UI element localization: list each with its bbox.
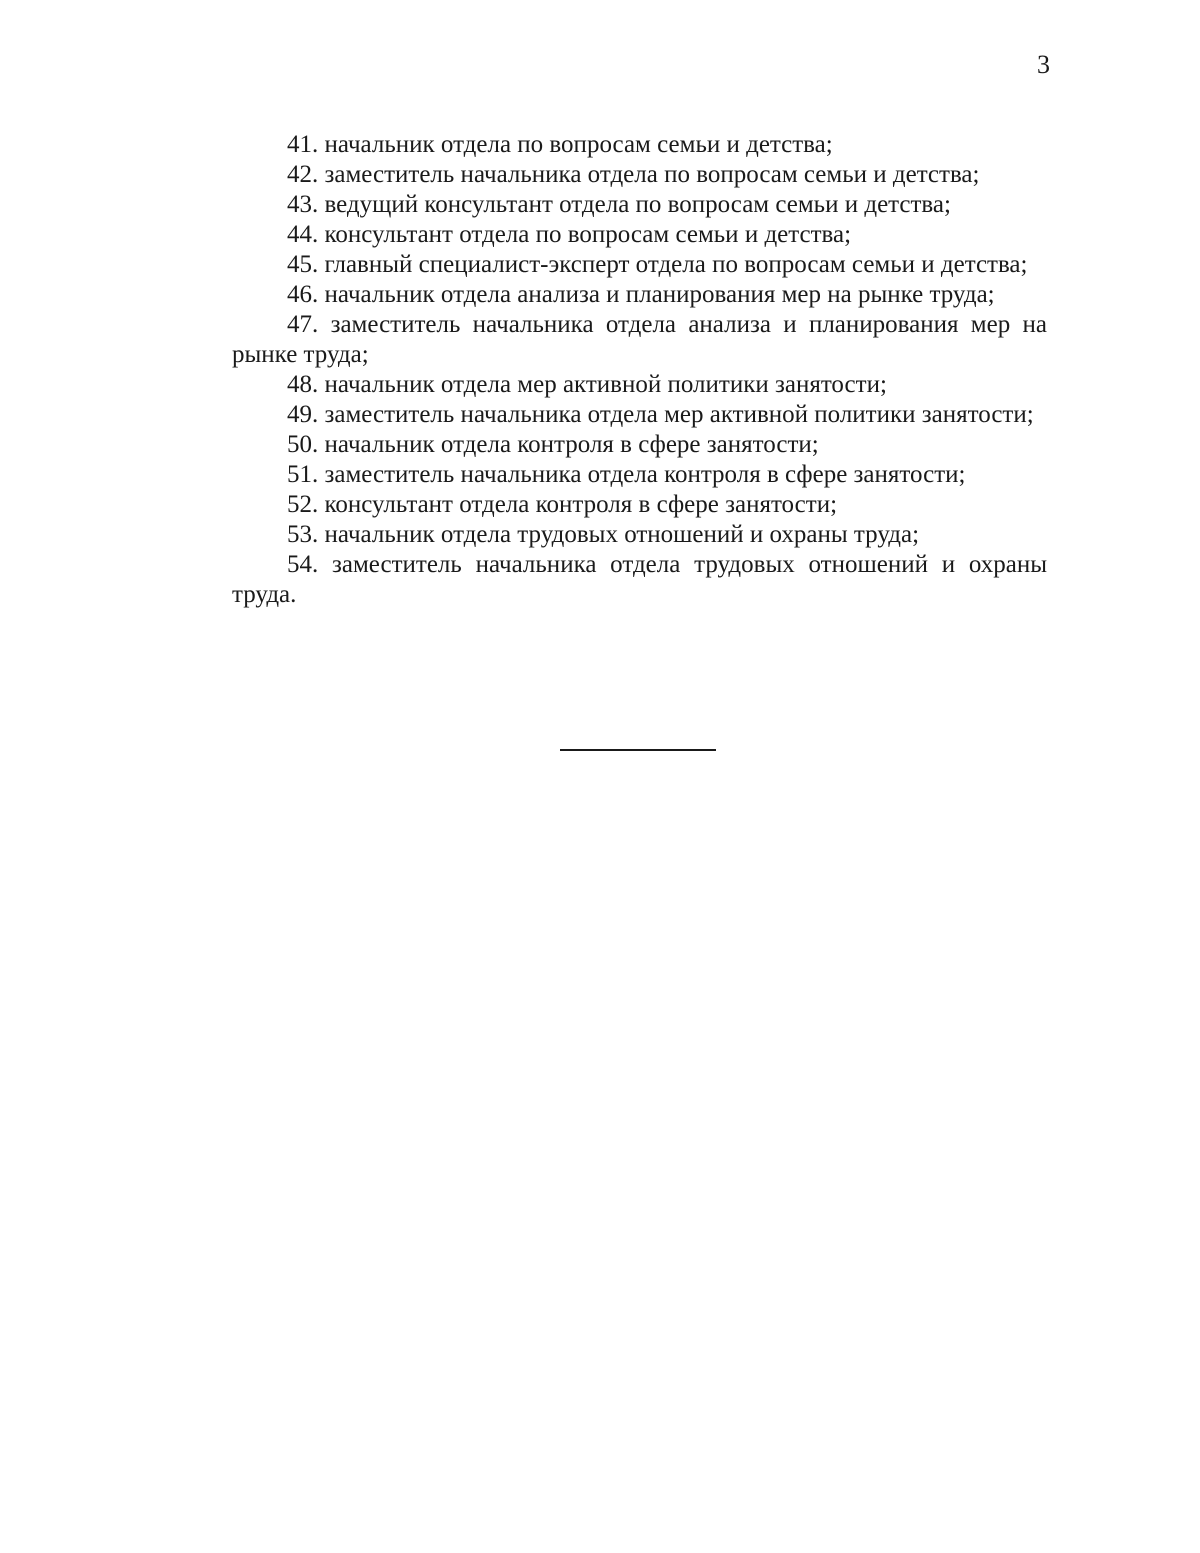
list-item: 43. ведущий консультант отдела по вопросам семьи и детства; [287,191,951,218]
end-divider [560,749,716,751]
list-item: 41. начальник отдела по вопросам семьи и детства; [287,131,833,158]
list-item: 53. начальник отдела трудовых отношений и охраны труда; [287,521,920,548]
list-item: 47. заместитель начальника отдела анализа и планирования мер на рынке труда; [232,311,1047,368]
list-item: 48. начальник отдела мер активной политики занятости; [287,371,887,398]
list-item: 44. консультант отдела по вопросам семьи и детства; [287,221,852,248]
list-item: 54. заместитель начальника отдела трудовых отношений и охраны труда. [232,551,1047,608]
list-item: 42. заместитель начальника отдела по вопросам семьи и детства; [287,161,980,188]
list-item: 51. заместитель начальника отдела контроля в сфере занятости; [287,461,966,488]
list-item: 50. начальник отдела контроля в сфере занятости; [287,431,819,458]
list-item: 52. консультант отдела контроля в сфере занятости; [287,491,838,518]
positions-list [232,130,1047,610]
list-item: 46. начальник отдела анализа и планирования мер на рынке труда; [287,281,995,308]
list-item: 49. заместитель начальника отдела мер активной политики занятости; [287,401,1034,428]
list-item: 45. главный специалист-эксперт отдела по вопросам семьи и детства; [287,251,1028,278]
page-number: 3 [1037,50,1050,79]
